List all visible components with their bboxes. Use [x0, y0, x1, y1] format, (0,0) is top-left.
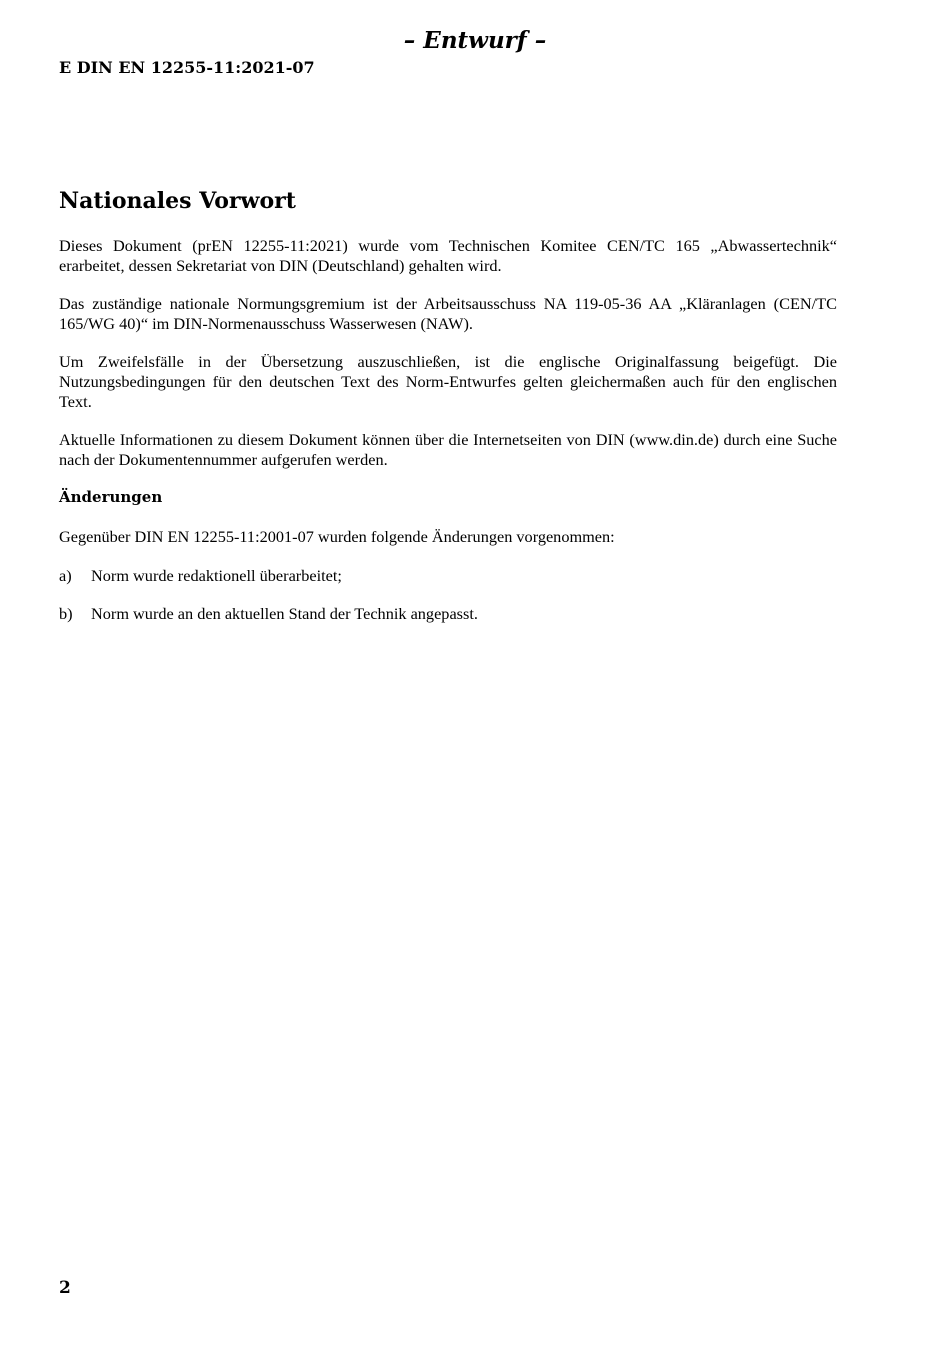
page-number: 2 [59, 1278, 71, 1298]
paragraph: Das zuständige nationale Normungsgremium ist der Arbeitsausschuss NA 119-05-36 AA „Kläranlagen (CEN/TC 165/WG 40)“ im DIN-Normenausschuss Wasserwesen (NAW). [59, 294, 837, 333]
draft-watermark: – Entwurf – [403, 27, 547, 54]
document-id: E DIN EN 12255-11:2021-07 [59, 58, 315, 77]
changes-intro: Gegenüber DIN EN 12255-11:2001-07 wurden folgende Änderungen vorgenommen: [59, 526, 615, 546]
changes-heading: Änderungen [59, 488, 163, 507]
list-item [59, 566, 837, 586]
list-marker: a) [59, 565, 72, 585]
list-item-text: Norm wurde an den aktuellen Stand der Technik angepasst. [91, 604, 478, 624]
paragraph: Aktuelle Informationen zu diesem Dokument können über die Internetseiten von DIN (www.din.de) durch eine Suche nach der Dokumentennummer aufgerufen werden. [59, 430, 837, 469]
page-content [59, 186, 837, 643]
list-marker: b) [59, 604, 73, 624]
section-title: Nationales Vorwort [59, 188, 296, 214]
list-item [59, 604, 837, 624]
list-item-text: Norm wurde redaktionell überarbeitet; [91, 565, 342, 585]
paragraph: Um Zweifelsfälle in der Übersetzung auszuschließen, ist die englische Originalfassung beigefügt. Die Nutzungsbedingungen für den deutschen Text des Norm-Entwurfes gelten gleichermaßen auch für den englischen Text. [59, 352, 837, 411]
paragraph: Dieses Dokument (prEN 12255-11:2021) wurde vom Technischen Komitee CEN/TC 165 „Abwassertechnik“ erarbeitet, dessen Sekretariat von DIN (Deutschland) gehalten wird. [59, 236, 837, 275]
